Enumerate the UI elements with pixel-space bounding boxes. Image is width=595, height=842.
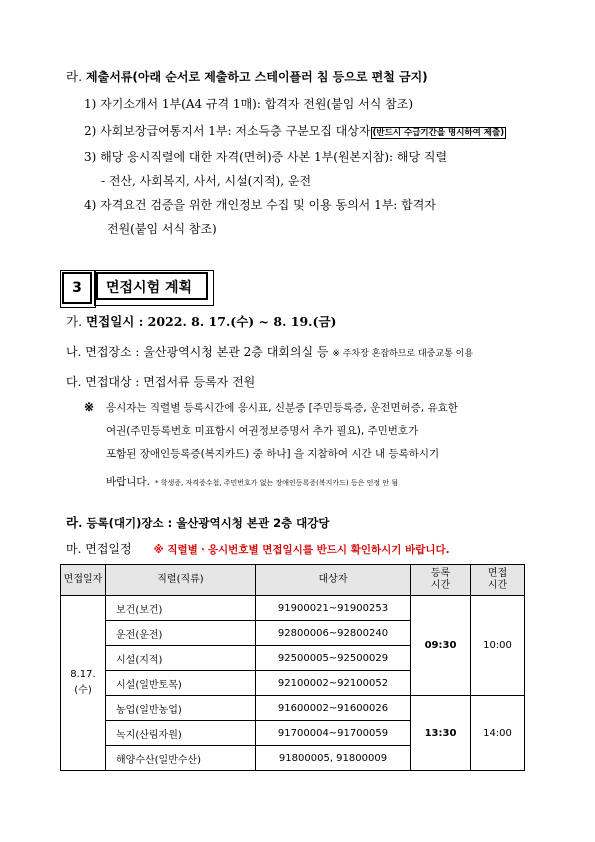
cell-range: 91700004~91700059 [256, 721, 411, 746]
submission-item-2-note: (반드시 수급기간을 명시하여 제출) [372, 128, 505, 138]
cell-series: 시설(지적) [106, 646, 256, 671]
header-series: 직렬(직류) [106, 565, 256, 596]
notice-mark: ※ [84, 400, 95, 414]
notice-line-3: 포함된 장애인등록증(복지카드) 중 하나] 을 지참하여 시간 내 등록하시기 [106, 448, 440, 460]
plan-na-note: ※ 주차장 혼잡하므로 대중교통 이용 [332, 349, 474, 359]
cell-series: 녹지(산림자원) [106, 721, 256, 746]
plan-ma-note: ※ 직렬별ㆍ응시번호별 면접일시를 반드시 확인하시기 바랍니다. [153, 544, 450, 556]
cell-series: 해양수산(일반수산) [106, 746, 256, 771]
submission-item-4-cont: 전원(붙임 서식 참조) [107, 222, 217, 236]
cell-range: 92800006~92800240 [256, 621, 411, 646]
cell-range: 91600002~91600026 [256, 696, 411, 721]
table-row [61, 596, 525, 621]
plan-ra [66, 513, 330, 531]
section-title: 면접시험 계획 [96, 272, 208, 300]
cell-register-time: 09:30 [411, 596, 471, 696]
cell-range: 91900021~91900253 [256, 596, 411, 621]
cell-date: 8.17. (수) [61, 596, 106, 771]
header-interview-time: 면접 시간 [471, 565, 525, 596]
cell-register-time: 13:30 [411, 696, 471, 771]
submission-item-2 [84, 122, 506, 139]
schedule-table [60, 564, 525, 771]
plan-ma-text: 면접일정 [85, 542, 132, 556]
plan-ga-prefix: 가. [66, 314, 83, 329]
submission-item-3-sub: - 전산, 사회복지, 사서, 시설(지적), 운전 [101, 174, 312, 188]
submission-heading-prefix: 라. [66, 69, 83, 84]
section-number: 3 [62, 272, 92, 304]
plan-na-text: 면접장소 : 울산광역시청 본관 2층 대회의실 등 [85, 345, 329, 359]
cell-series: 농업(일반농업) [106, 696, 256, 721]
header-target: 대상자 [256, 565, 411, 596]
submission-heading-text: 제출서류(아래 순서로 제출하고 스테이플러 침 등으로 편철 금지) [86, 70, 428, 84]
notice-line-2: 여권(주민등록번호 미표함시 여권정보증명서 추가 필요), 주민번호가 [106, 425, 419, 437]
plan-na-prefix: 나. [66, 345, 82, 359]
cell-series: 시설(일반토목) [106, 671, 256, 696]
submission-item-2-text: 2) 사회보장급여통지서 1부: 저소득층 구분모집 대상자 [84, 124, 371, 138]
plan-da-text: 면접대상 : 면접서류 등록자 전원 [85, 375, 256, 389]
plan-ra-text: 등록(대기)장소 : 울산광역시청 본관 2층 대강당 [86, 516, 330, 530]
cell-range: 92100002~92100052 [256, 671, 411, 696]
cell-range: 91800005, 91800009 [256, 746, 411, 771]
cell-interview-time: 10:00 [471, 596, 525, 696]
cell-series: 운전(운전) [106, 621, 256, 646]
plan-na [66, 343, 473, 360]
plan-ga [66, 312, 336, 330]
header-register-time: 등록 시간 [411, 565, 471, 596]
plan-da-prefix: 다. [66, 375, 82, 389]
submission-item-1: 1) 자기소개서 1부(A4 규격 1매): 합격자 전원(붙임 서식 참조) [84, 97, 414, 111]
submission-item-3: 3) 해당 응시직렬에 대한 자격(면허)증 사본 1부(원본지참): 해당 직렬 [84, 150, 448, 164]
plan-ma [66, 540, 450, 557]
cell-interview-time: 14:00 [471, 696, 525, 771]
submission-item-4: 4) 자격요건 검증을 위한 개인정보 수집 및 이용 동의서 1부: 합격자 [84, 198, 436, 212]
submission-heading [66, 67, 428, 85]
table-row [61, 696, 525, 721]
cell-range: 92500005~92500029 [256, 646, 411, 671]
plan-ma-prefix: 마. [66, 542, 82, 556]
notice-line-1: 응시자는 직렬별 등록시간에 응시표, 신분증 [주민등록증, 운전면허증, 유효한 [106, 402, 458, 414]
plan-ga-text: 면접일시 : 2022. 8. 17.(수) ~ 8. 19.(금) [86, 314, 337, 329]
notice-line-4-text: 바랍니다. [106, 476, 150, 488]
plan-da [66, 373, 255, 390]
notice-small: * 학생증, 자격증수첩, 주민번호가 없는 장애인등록증(복지카드) 등은 인정 안 됨 [155, 479, 399, 487]
notice-line-4 [106, 470, 398, 489]
table-header-row [61, 565, 525, 596]
cell-series: 보건(보건) [106, 596, 256, 621]
header-date: 면접일자 [61, 565, 106, 596]
plan-ra-prefix: 라. [66, 515, 83, 530]
